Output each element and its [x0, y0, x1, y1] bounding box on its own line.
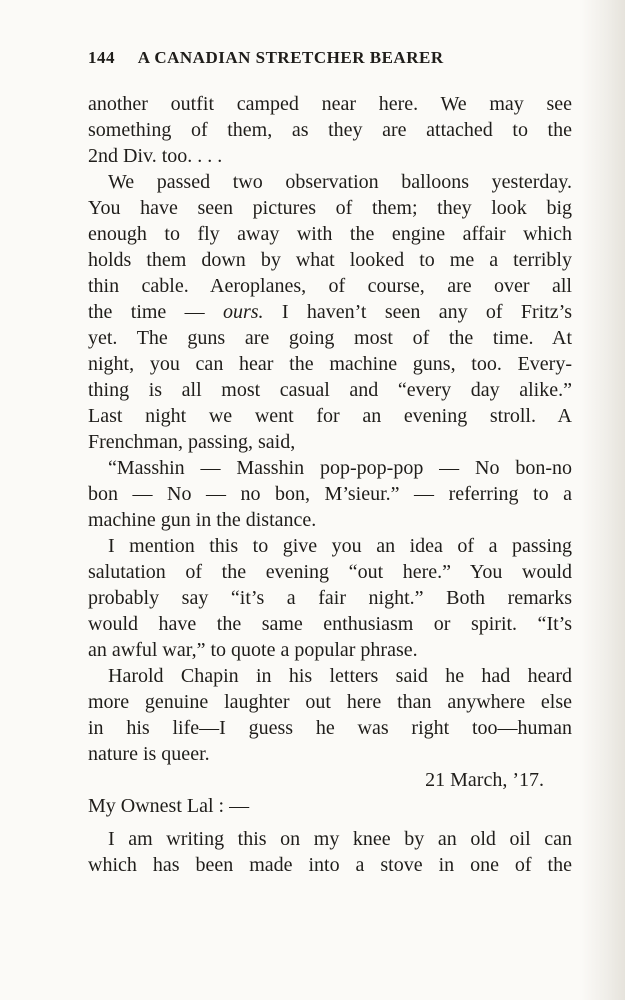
- text-line: [88, 299, 572, 325]
- text-line: more genuine laughter out here than anywhere else: [88, 691, 572, 713]
- text-line: You have seen pictures of them; they look big: [88, 197, 572, 219]
- italic-word: ours.: [222, 301, 264, 323]
- text-line: Last night we went for an evening stroll. A: [88, 405, 572, 427]
- text-line: night, you can hear the machine guns, too. Every-: [88, 353, 572, 375]
- text-line: salutation of the evening “out here.” You would: [88, 561, 572, 583]
- letter-salutation: My Ownest Lal : —: [88, 795, 250, 817]
- text-line: I mention this to give you an idea of a passing: [108, 535, 572, 557]
- text-line: holds them down by what looked to me a terribly: [88, 249, 572, 271]
- running-title: A CANADIAN STRETCHER BEARER: [137, 48, 444, 67]
- text-line: something of them, as they are attached to the: [88, 119, 572, 141]
- text-line: an awful war,” to quote a popular phrase.: [88, 639, 418, 661]
- letter-date: 21 March, ’17.: [425, 769, 544, 791]
- text-line: thin cable. Aeroplanes, of course, are over all: [88, 275, 572, 297]
- text-line: machine gun in the distance.: [88, 509, 317, 531]
- text-line: in his life—I guess he was right too—human: [88, 717, 572, 739]
- text-line: would have the same enthusiasm or spirit. “It’s: [88, 613, 572, 635]
- text-line: thing is all most casual and “every day alike.”: [88, 379, 572, 401]
- text-line: We passed two observation balloons yesterday.: [108, 171, 572, 193]
- text-line: 2nd Div. too. . . .: [88, 145, 223, 167]
- text-line: nature is queer.: [88, 743, 210, 765]
- running-header: [88, 48, 548, 74]
- text-line: which has been made into a stove in one of the: [88, 854, 572, 876]
- text-fragment: I haven’t seen any of Fritz’s: [263, 301, 572, 323]
- text-line: I am writing this on my knee by an old oil can: [108, 828, 572, 850]
- text-fragment: the time —: [88, 301, 223, 323]
- letter-text: [88, 91, 572, 878]
- text-line: Harold Chapin in his letters said he had heard: [108, 665, 572, 687]
- text-line: “Masshin — Masshin pop-pop-pop — No bon-no: [108, 457, 572, 479]
- text-line: probably say “it’s a fair night.” Both remarks: [88, 587, 572, 609]
- text-line: yet. The guns are going most of the time. At: [88, 327, 572, 349]
- spacer: [88, 819, 572, 826]
- text-line: another outfit camped near here. We may see: [88, 93, 572, 115]
- text-line: Frenchman, passing, said,: [88, 431, 296, 453]
- text-line: bon — No — no bon, M’sieur.” — referring to a: [88, 483, 572, 505]
- page-number: 144: [88, 48, 115, 67]
- text-line: enough to fly away with the engine affair which: [88, 223, 572, 245]
